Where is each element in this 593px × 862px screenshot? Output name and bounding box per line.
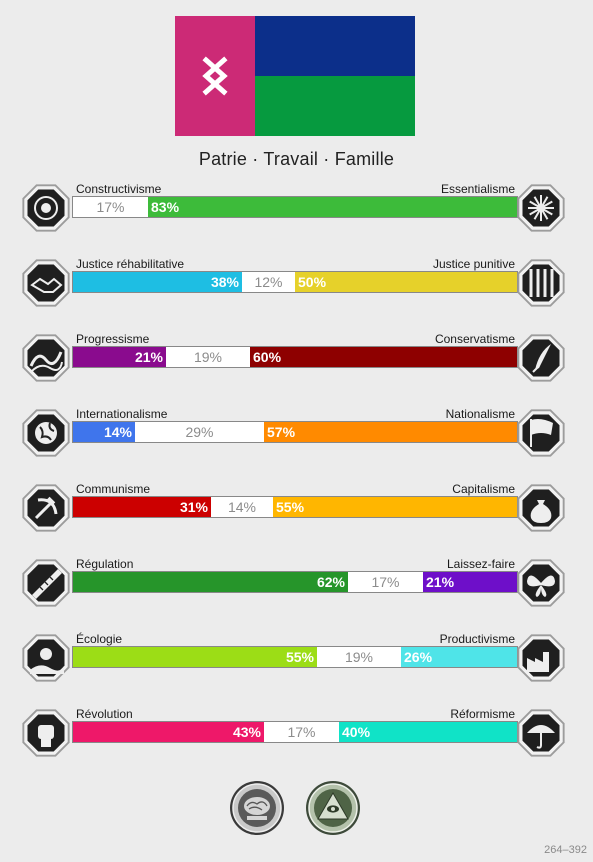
handshake-icon [20, 257, 72, 309]
axis-row [0, 629, 593, 689]
axis-left-segment: 38% [73, 272, 242, 292]
axis-right-label: Réformisme [450, 707, 515, 721]
axis-right-segment: 83% [148, 197, 517, 217]
axis-right-label: Productivisme [439, 632, 515, 646]
axis-left-segment: 55% [73, 647, 317, 667]
axis-right-segment: 60% [250, 347, 517, 367]
motto: Patrie · Travail · Famille [198, 149, 395, 169]
factory-icon [515, 632, 567, 684]
axis-bar [72, 571, 518, 593]
axis-middle-segment: 19% [317, 647, 401, 667]
axis-right-segment: 57% [264, 422, 517, 442]
axis-middle-segment: 17% [264, 722, 339, 742]
axis-row [0, 704, 593, 764]
axis-right-label: Laissez-faire [446, 557, 515, 571]
axis-right-segment: 55% [273, 497, 517, 517]
axis-bar [72, 496, 518, 518]
axis-bar [72, 646, 518, 668]
axis-right-label: Conservatisme [434, 332, 515, 346]
axis-left-label: Progressisme [76, 332, 150, 346]
money-bag-icon [515, 482, 567, 534]
axis-right-segment: 40% [339, 722, 517, 742]
axis-left-segment: 43% [73, 722, 264, 742]
fist-icon [20, 707, 72, 759]
axis-middle-segment: 17% [348, 572, 423, 592]
axis-left-label: Constructivisme [76, 182, 162, 196]
axis-middle-segment: 12% [242, 272, 295, 292]
butterfly-icon [515, 557, 567, 609]
axis-bar [72, 421, 518, 443]
eye-icon [20, 182, 72, 234]
axis-row [0, 554, 593, 614]
flower-icon [515, 182, 567, 234]
illuminati-eye-badge-icon [305, 780, 361, 836]
axis-row [0, 404, 593, 464]
axis-left-segment: 14% [73, 422, 135, 442]
globe-icon [20, 407, 72, 459]
umbrella-icon [515, 707, 567, 759]
axis-row [0, 479, 593, 539]
axis-left-label: Écologie [76, 632, 123, 646]
axis-right-segment: 50% [295, 272, 517, 292]
axis-left-segment: 62% [73, 572, 348, 592]
axis-right-label: Justice punitive [432, 257, 515, 271]
axis-bar [72, 271, 518, 293]
axis-left-label: Régulation [76, 557, 134, 571]
sun-landscape-icon [20, 632, 72, 684]
prison-bars-icon [515, 257, 567, 309]
axis-bar [72, 721, 518, 743]
quill-icon [515, 332, 567, 384]
axis-row [0, 254, 593, 314]
hammer-sickle-icon [20, 482, 72, 534]
footnote: 264–392 [544, 844, 587, 856]
axis-middle-segment: 14% [211, 497, 273, 517]
ruler-icon [20, 557, 72, 609]
axis-right-segment: 21% [423, 572, 517, 592]
axis-row [0, 329, 593, 389]
axis-left-label: Révolution [76, 707, 133, 721]
axis-left-label: Communisme [76, 482, 151, 496]
brain-badge-icon [229, 780, 285, 836]
axis-bar [72, 346, 518, 368]
axis-left-segment: 21% [73, 347, 166, 367]
axis-right-segment: 26% [401, 647, 517, 667]
axis-bar [72, 196, 518, 218]
wave-icon [20, 332, 72, 384]
axis-left-label: Justice réhabilitative [76, 257, 185, 271]
axis-right-label: Nationalisme [445, 407, 515, 421]
axis-row [0, 179, 593, 239]
flag [175, 16, 415, 136]
axis-left-segment: 31% [73, 497, 211, 517]
axis-right-label: Capitalisme [452, 482, 515, 496]
flag-icon [515, 407, 567, 459]
axis-left-label: Internationalisme [76, 407, 168, 421]
axis-middle-segment: 29% [135, 422, 264, 442]
axis-right-label: Essentialisme [440, 182, 515, 196]
axis-middle-segment: 19% [166, 347, 250, 367]
axis-middle-segment: 17% [73, 197, 148, 217]
